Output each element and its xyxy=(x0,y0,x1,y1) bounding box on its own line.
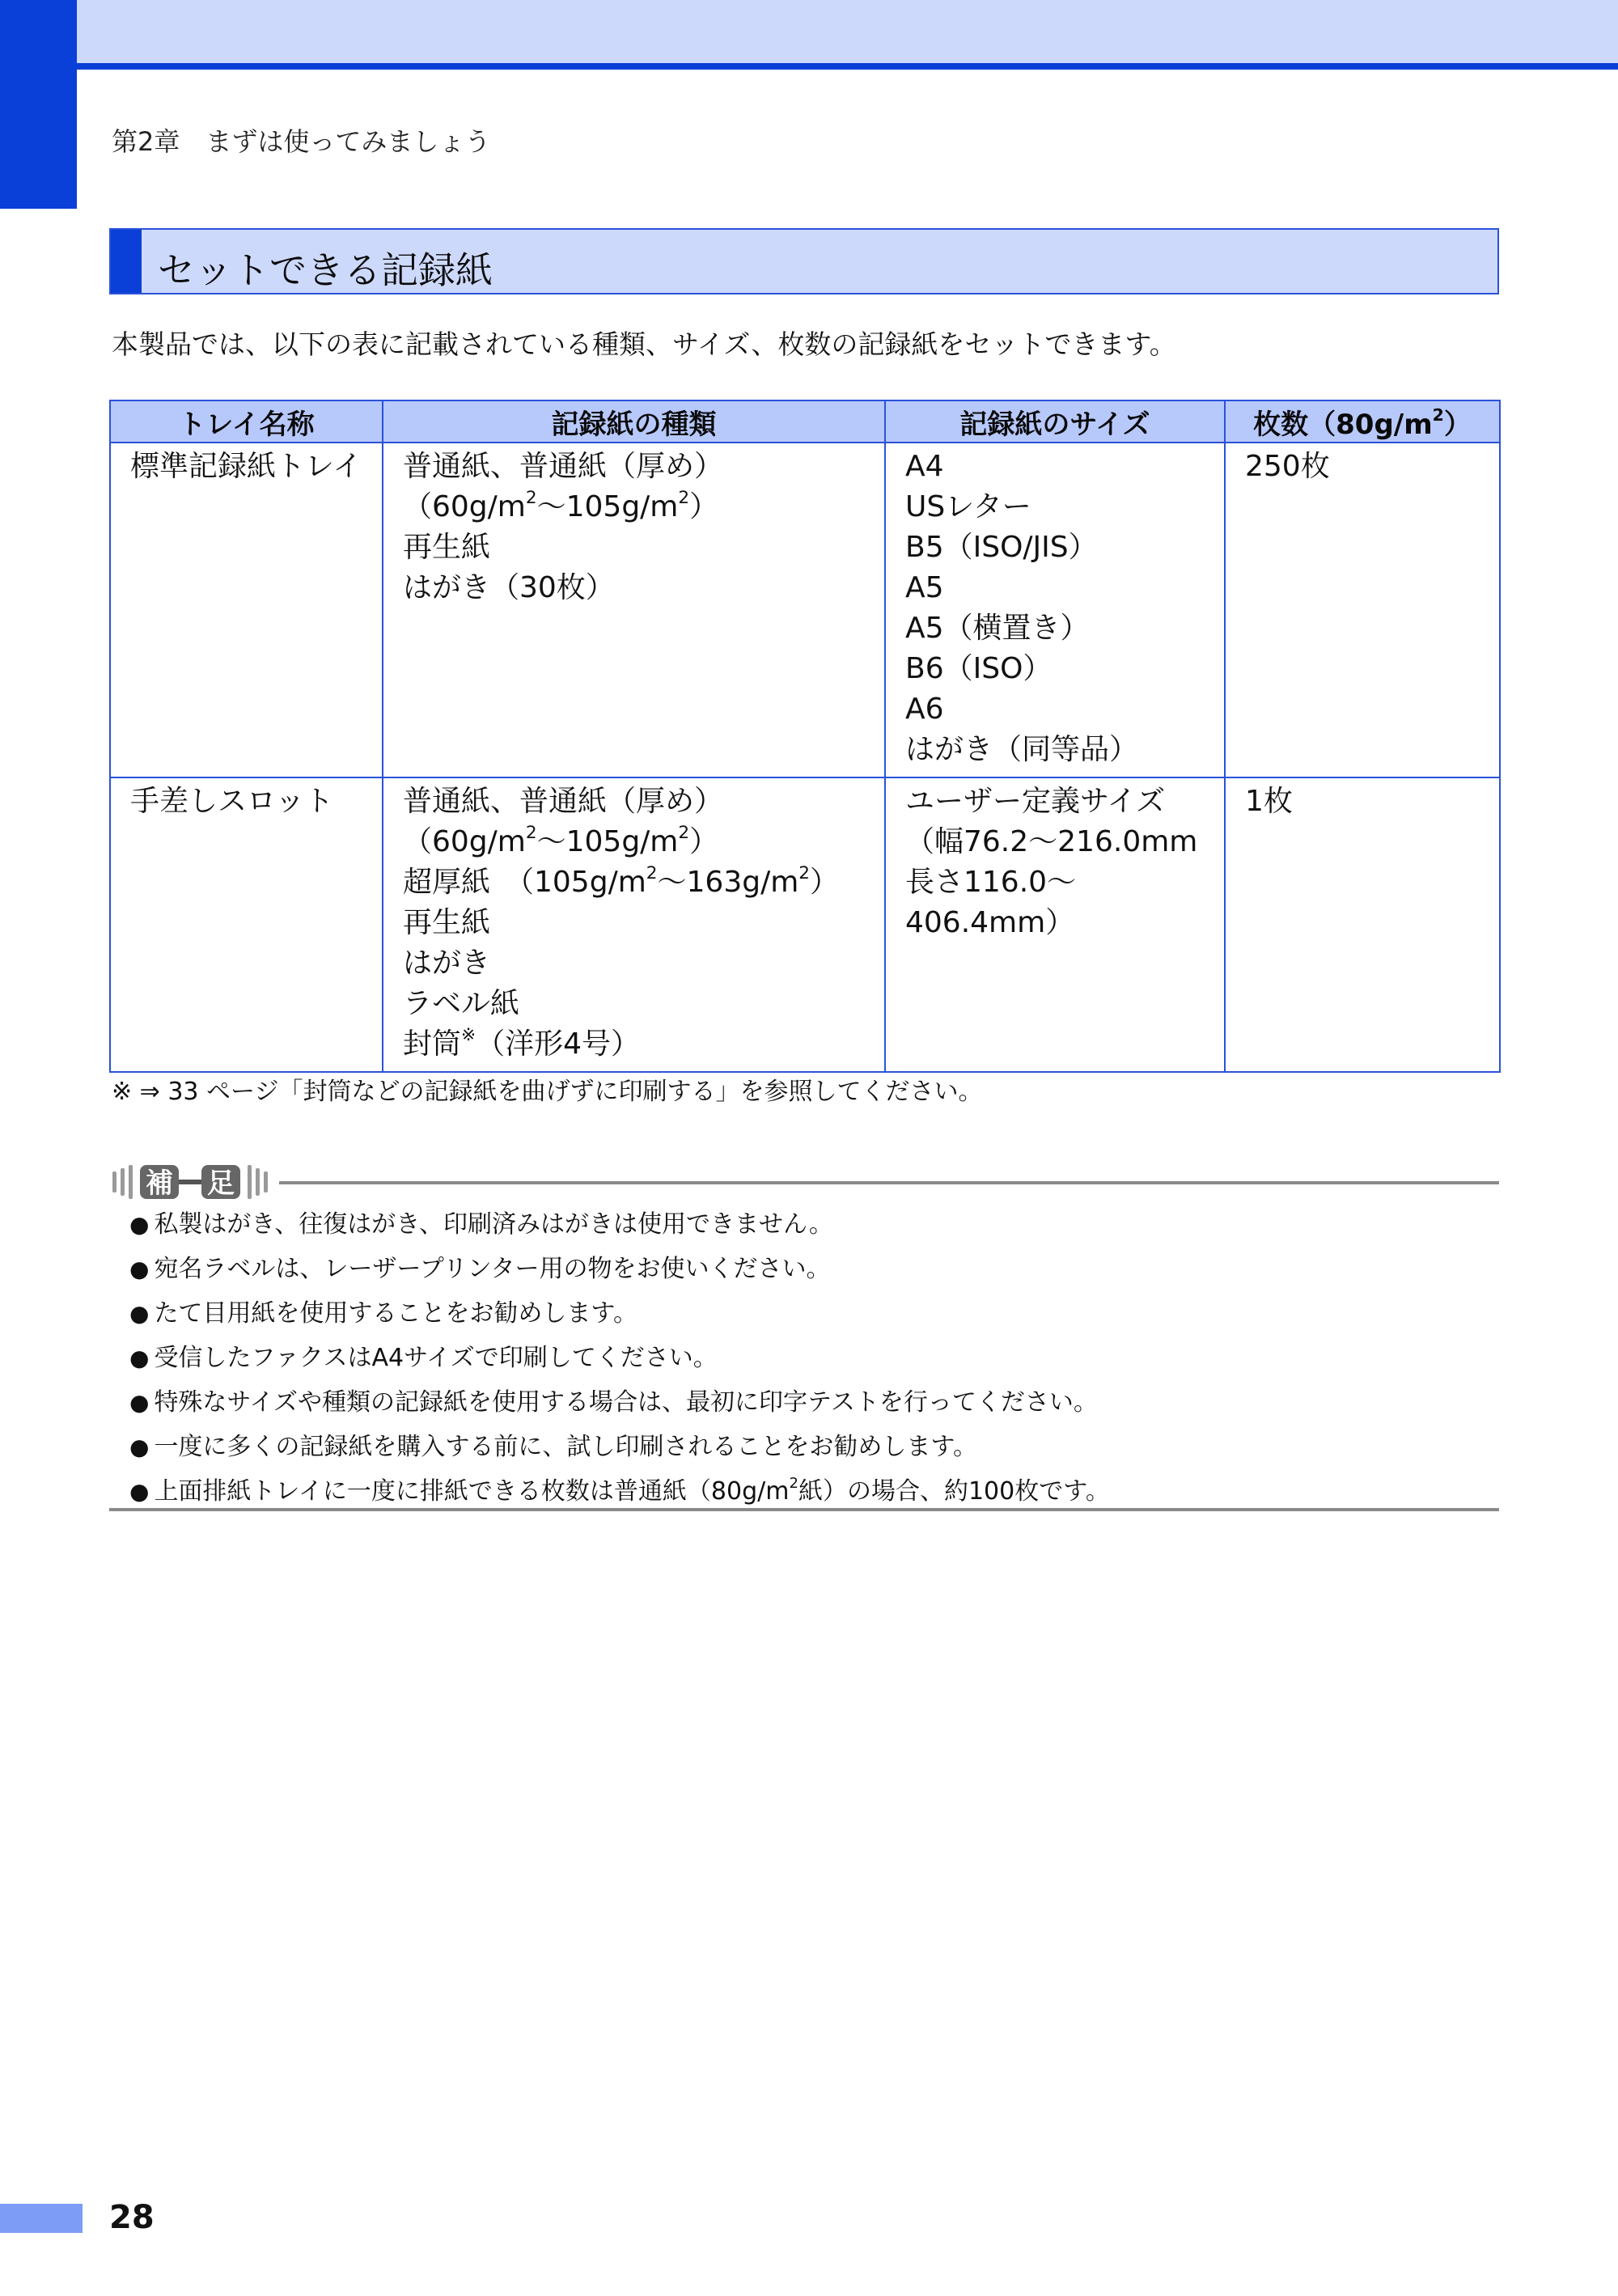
page-tab xyxy=(0,2204,83,2233)
type-line: 封筒※（洋形4号） xyxy=(403,1024,641,1061)
size-line: USレター xyxy=(905,490,1031,523)
page-number: 28 xyxy=(109,2199,155,2236)
bullet-icon: ● xyxy=(129,1478,150,1505)
header-tray: トレイ名称 xyxy=(110,400,383,443)
size-line: A6 xyxy=(905,693,944,726)
type-line: 超厚紙 $(105g/m^2\sim 163g/m^2)$ xyxy=(403,862,840,899)
size-line: はがき（同等品） xyxy=(905,733,1139,766)
type-cell xyxy=(383,777,885,1072)
supplement-top-rule xyxy=(279,1181,1499,1184)
tray-cell: 手差しスロット xyxy=(110,777,383,1072)
list-item: ● 私製はがき、往復はがき、印刷済みはがきは使用できません。 xyxy=(129,1210,833,1239)
supplement-label-2: 足 xyxy=(207,1167,235,1200)
bullet-icon: ● xyxy=(129,1256,150,1282)
header-size: 記録紙のサイズ xyxy=(885,400,1225,443)
supplement-bottom-rule xyxy=(109,1508,1499,1511)
header-count-text: 枚数（80g/m xyxy=(1253,408,1433,441)
table-row xyxy=(110,443,1500,777)
header-count-suffix: ） xyxy=(1443,408,1472,441)
section-title-box xyxy=(109,228,1499,294)
supplement-icon xyxy=(109,1162,271,1202)
list-item: ● 上面排紙トレイに一度に排紙できる枚数は普通紙（$80g/m^2$紙）の場合、約100枚です。 xyxy=(129,1475,1110,1506)
size-line: A5（横置き） xyxy=(905,612,1090,645)
header-type: 記録紙の種類 xyxy=(383,400,885,443)
type-line: はがき xyxy=(403,947,491,980)
tray-cell: 標準記録紙トレイ xyxy=(110,443,383,777)
chapter-side-tab xyxy=(0,0,77,209)
type-line: はがき（30枚） xyxy=(403,571,615,604)
supplement-label-1: 補 xyxy=(146,1167,173,1200)
size-line: 長さ116.0～ xyxy=(905,866,1077,899)
top-band xyxy=(0,0,1618,65)
list-item: ● たて目用紙を使用することをお勧めします。 xyxy=(129,1299,638,1328)
list-item: ● 特殊なサイズや種類の記録紙を使用する場合は、最初に印字テストを行ってください。 xyxy=(129,1388,1098,1417)
header-count xyxy=(1225,400,1500,443)
bullet-icon: ● xyxy=(129,1300,150,1327)
size-cell xyxy=(885,443,1225,777)
top-rule xyxy=(0,63,1618,70)
list-item: ● 受信したファクスはA4サイズで印刷してください。 xyxy=(129,1344,718,1372)
table-header-row xyxy=(110,400,1500,443)
size-cell xyxy=(885,777,1225,1072)
type-cell xyxy=(383,443,885,777)
type-line: $(60g/m^2\sim 105g/m^2)$ xyxy=(403,487,719,523)
size-line: B6（ISO） xyxy=(905,652,1053,685)
type-line: 普通紙、普通紙（厚め） xyxy=(403,450,724,483)
size-line: A4 xyxy=(905,450,944,483)
list-item: ● 宛名ラベルは、レーザープリンター用の物をお使いください。 xyxy=(129,1255,831,1283)
intro-text: 本製品では、以下の表に記載されている種類、サイズ、枚数の記録紙をセットできます。 xyxy=(112,328,1176,360)
type-line: 再生紙 xyxy=(403,531,491,564)
size-line: 406.4mm） xyxy=(905,906,1075,939)
size-line: （幅76.2～216.0mm xyxy=(905,825,1198,858)
type-line: 普通紙、普通紙（厚め） xyxy=(403,785,724,818)
bullet-icon: ● xyxy=(129,1345,150,1371)
bullet-icon: ● xyxy=(129,1389,150,1416)
table-row xyxy=(110,777,1500,1072)
header-count-sup: 2 xyxy=(1432,405,1444,426)
paper-spec-table xyxy=(109,400,1501,1073)
type-line: 再生紙 xyxy=(403,906,491,939)
count-cell: 250枚 xyxy=(1225,443,1500,777)
supplement-notes xyxy=(129,1202,1110,1514)
bullet-icon: ● xyxy=(129,1434,150,1460)
size-line: A5 xyxy=(905,571,944,604)
section-title: セットできる記録紙 xyxy=(158,248,493,292)
chapter-heading: 第2章 まずは使ってみましょう xyxy=(112,126,491,157)
size-line: ユーザー定義サイズ xyxy=(905,785,1166,818)
bullet-icon: ● xyxy=(129,1211,150,1238)
type-line: $(60g/m^2\sim 105g/m^2)$ xyxy=(403,822,719,858)
footnote-link-text: ※ ⇒ 33 ページ「封筒などの記録紙を曲げずに印刷する」を参照してください。 xyxy=(112,1078,983,1106)
size-line: B5（ISO/JIS） xyxy=(905,531,1098,564)
list-item: ● 一度に多くの記録紙を購入する前に、試し印刷されることをお勧めします。 xyxy=(129,1433,978,1461)
count-cell: 1枚 xyxy=(1225,777,1500,1072)
type-line: ラベル紙 xyxy=(403,987,520,1020)
section-title-accent xyxy=(111,230,142,293)
